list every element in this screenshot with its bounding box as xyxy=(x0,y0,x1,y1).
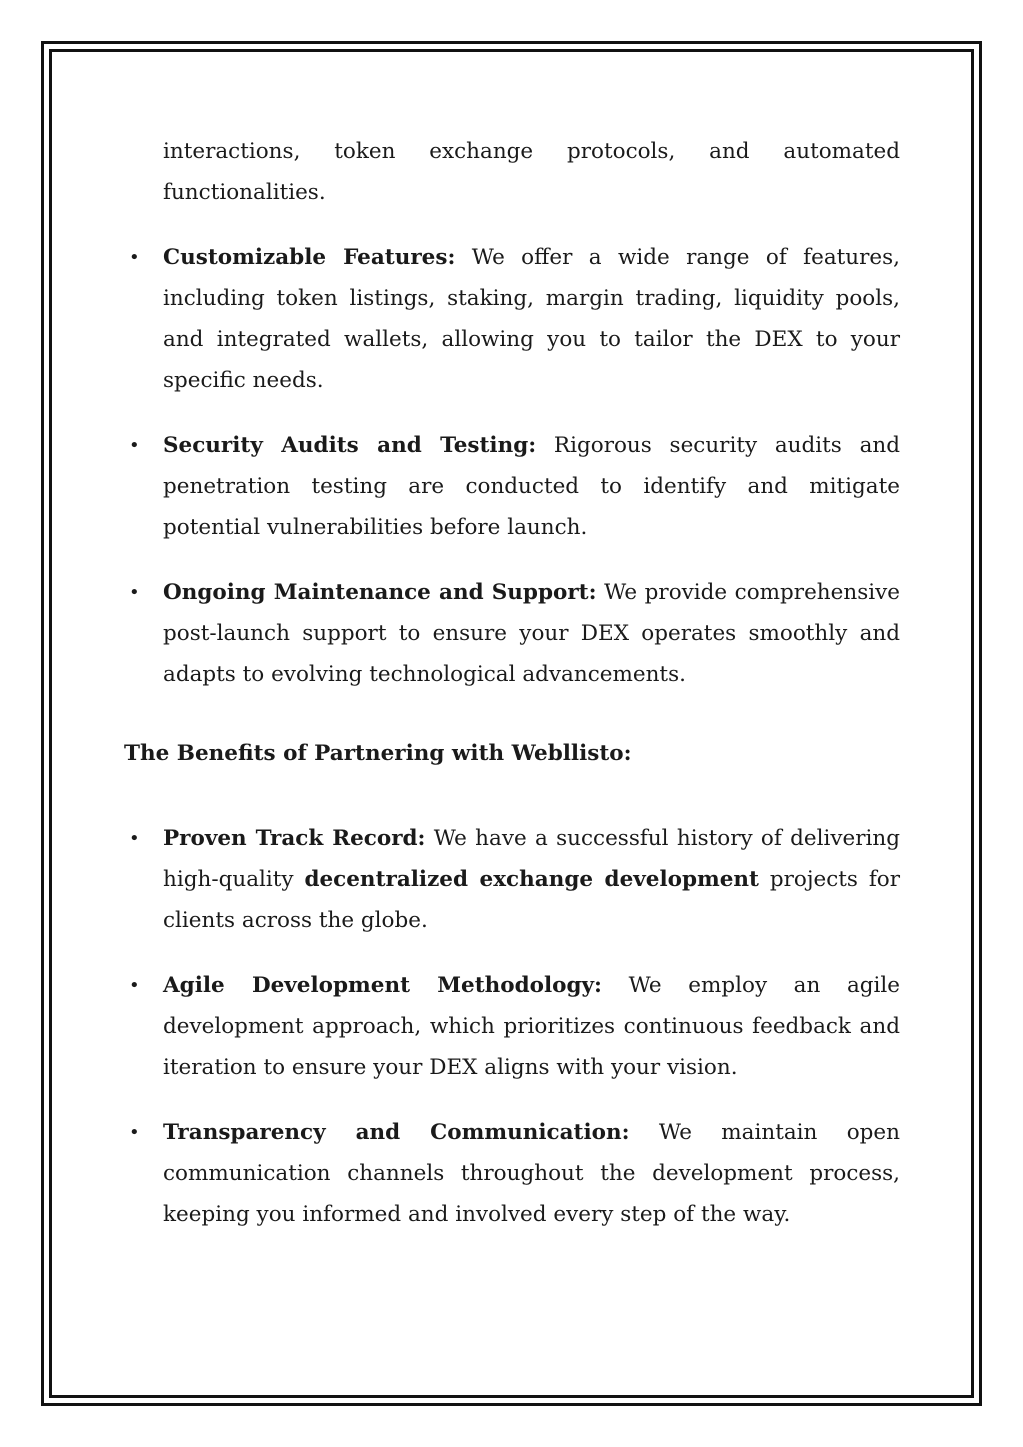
section-heading: The Benefits of Partnering with Webllisto: xyxy=(124,741,632,766)
bullet-icon: • xyxy=(129,247,140,268)
item-title: Ongoing Maintenance and Support: xyxy=(163,580,597,605)
bullet-icon: • xyxy=(129,828,140,849)
item-text: Rigorous security audits and penetration testing are conducted to identify and mitigate potential vulnerabilities before launch. xyxy=(163,433,901,540)
item-title: Agile Development Methodology: xyxy=(163,973,602,998)
list-item xyxy=(124,425,900,548)
item-text: We provide comprehensive post-launch support to ensure your DEX operates smoothly and adapts to evolving technological advancements. xyxy=(163,580,901,687)
list-item xyxy=(124,572,900,695)
item-text: We employ an agile development approach, which prioritizes continuous feedback and iteration to ensure your DEX aligns with your vision. xyxy=(163,973,901,1080)
continued-paragraph: interactions, token exchange protocols, and automated functionalities. xyxy=(163,139,900,205)
item-text: projects for clients across the globe. xyxy=(163,867,901,933)
bullet-icon: • xyxy=(129,435,140,456)
item-text: We have a successful history of delivering high-quality xyxy=(163,826,900,892)
list-item xyxy=(124,1112,900,1235)
item-title: Customizable Features: xyxy=(163,245,456,270)
item-title: Transparency and Communication: xyxy=(163,1120,630,1145)
bullet-icon: • xyxy=(129,1122,140,1143)
item-text: We offer a wide range of features, including token listings, staking, margin trading, liquidity pools, and integrated wallets, allowing you to tailor the DEX to your specific needs. xyxy=(163,245,900,393)
list-item xyxy=(124,965,900,1088)
document-body xyxy=(124,131,900,1259)
item-title: Proven Track Record: xyxy=(163,826,426,851)
bullet-icon: • xyxy=(129,582,140,603)
item-title: Security Audits and Testing: xyxy=(163,433,537,458)
services-list xyxy=(124,237,900,695)
bold-phrase: decentralized exchange development xyxy=(304,867,759,892)
bullet-icon: • xyxy=(129,975,140,996)
benefits-list xyxy=(124,818,900,1235)
item-text: We maintain open communication channels throughout the development process, keeping you informed and involved every step of the way. xyxy=(163,1120,900,1227)
list-item xyxy=(124,818,900,941)
list-item xyxy=(124,237,900,401)
